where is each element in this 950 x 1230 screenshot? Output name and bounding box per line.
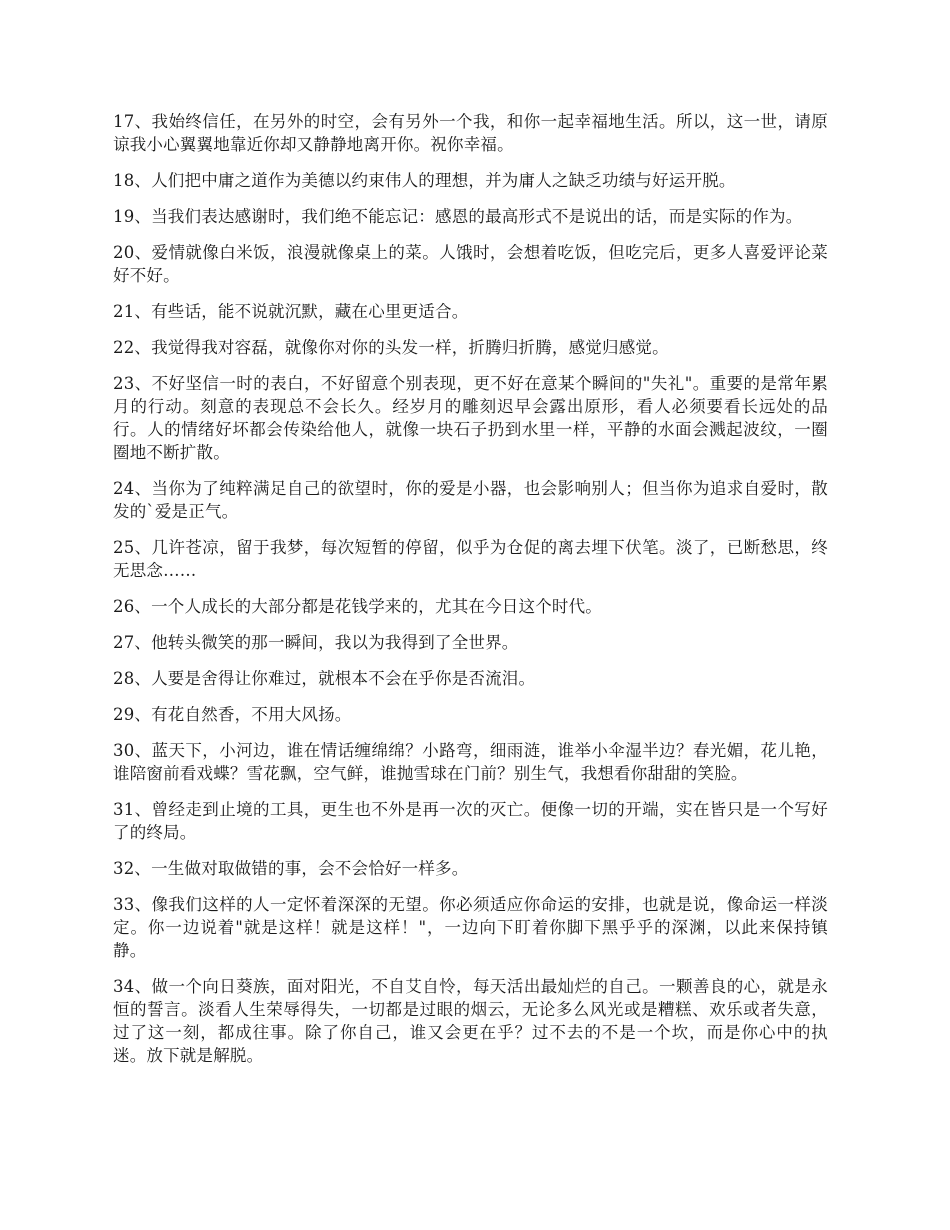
quote-28: 28、人要是舍得让你难过，就根本不会在乎你是否流泪。	[113, 669, 536, 688]
quote-34: 34、做一个向日葵族，面对阳光，不自艾自怜，每天活出最灿烂的自己。一颗善良的心，就是永恒的誓言。淡看人生荣辱得失，一切都是过眼的烟云，无论多么风光或是糟糕、欢乐或者失意，过了这一刻，都成往事。除了你自己，谁又会更在乎？过不去的不是一个坎，而是你心中的执迷。放下就是解脱。	[113, 977, 828, 1065]
quote-24: 24、当你为了纯粹满足自己的欲望时，你的爱是小器，也会影响别人；但当你为追求自爱时，散发的`爱是正气。	[113, 479, 828, 521]
quote-31: 31、曾经走到止境的工具，更生也不外是再一次的灭亡。便像一切的开端，实在皆只是一个写好了的终局。	[113, 800, 828, 842]
quote-21: 21、有些话，能不说就沉默，藏在心里更适合。	[113, 302, 469, 321]
quote-29: 29、有花自然香，不用大风扬。	[113, 705, 352, 724]
quote-25: 25、几许苍凉，留于我梦，每次短暂的停留，似乎为仓促的离去埋下伏笔。淡了，已断愁思，终无思念……	[113, 538, 828, 580]
quote-32: 32、一生做对取做错的事，会不会恰好一样多。	[113, 859, 469, 878]
quote-27: 27、他转头微笑的那一瞬间，我以为我得到了全世界。	[113, 633, 519, 652]
quote-17: 17、我始终信任，在另外的时空，会有另外一个我，和你一起幸福地生活。所以，这一世，请原谅我小心翼翼地靠近你却又静静地离开你。祝你幸福。	[113, 112, 828, 154]
quote-30: 30、蓝天下，小河边，谁在情话缠绵绵？小路弯，细雨涟，谁举小伞湿半边？春光媚，花儿艳，谁陪窗前看戏蝶？雪花飘，空气鲜，谁抛雪球在门前？别生气，我想看你甜甜的笑脸。	[113, 741, 828, 783]
quote-26: 26、一个人成长的大部分都是花钱学来的，尤其在今日这个时代。	[113, 597, 602, 616]
quote-18: 18、人们把中庸之道作为美德以约束伟人的理想，并为庸人之缺乏功绩与好运开脱。	[113, 171, 736, 190]
document-page	[113, 110, 828, 1080]
quote-33: 33、像我们这样的人一定怀着深深的无望。你必须适应你命运的安排，也就是说，像命运一样淡定。你一边说着"就是这样！就是这样！"，一边向下盯着你脚下黑乎乎的深渊，以此来保持镇静。	[113, 895, 828, 960]
quote-22: 22、我觉得我对容磊，就像你对你的头发一样，折腾归折腾，感觉归感觉。	[113, 338, 669, 357]
quote-19: 19、当我们表达感谢时，我们绝不能忘记：感恩的最高形式不是说出的话，而是实际的作为。	[113, 207, 803, 226]
quote-23: 23、不好坚信一时的表白，不好留意个别表现，更不好在意某个瞬间的"失礼"。重要的是常年累月的行动。刻意的表现总不会长久。经岁月的雕刻迟早会露出原形，看人必须要看长远处的品行。人的情绪好坏都会传染给他人，就像一块石子扔到水里一样，平静的水面会溅起波纹，一圈圈地不断扩散。	[113, 374, 828, 462]
quote-20: 20、爱情就像白米饭，浪漫就像桌上的菜。人饿时，会想着吃饭，但吃完后，更多人喜爱评论菜好不好。	[113, 243, 828, 285]
